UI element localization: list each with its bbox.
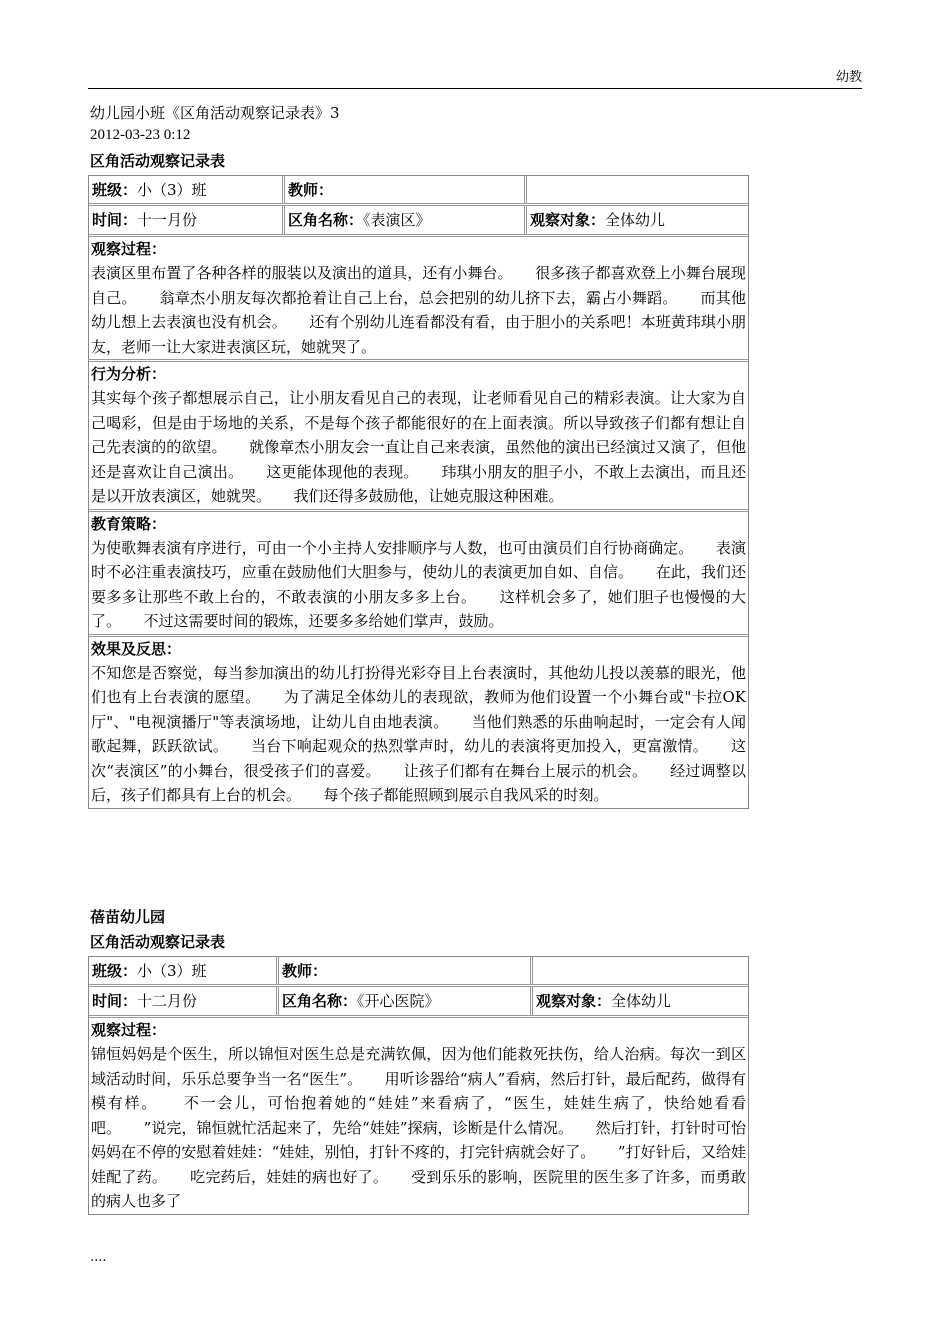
- record1-time-cell: [89, 206, 285, 234]
- strategy-label: 教育策略：: [91, 514, 167, 533]
- record2-row-class: [89, 957, 748, 987]
- target-label: 观察对象：: [536, 992, 612, 1010]
- record2-empty-cell: [533, 957, 748, 984]
- record1-teacher-cell: [285, 176, 527, 203]
- page-footer: ....: [90, 1250, 107, 1265]
- class-value: 小（3）班: [137, 962, 207, 980]
- analysis-label: 行为分析：: [91, 365, 167, 383]
- record2-class-cell: [89, 957, 279, 984]
- teacher-label: 教师：: [288, 181, 334, 199]
- class-label: 班级：: [92, 181, 138, 199]
- record2-area-cell: [279, 987, 533, 1015]
- document-date: 2012-03-23 0:12: [90, 127, 191, 143]
- record1-area-cell: [285, 206, 527, 234]
- record1-target-cell: [527, 206, 748, 234]
- observe-label: 观察过程：: [91, 1021, 167, 1039]
- page-header-text: 幼教: [835, 70, 862, 85]
- record1-table: [88, 175, 749, 809]
- class-label: 班级：: [92, 962, 138, 980]
- record2-target-cell: [533, 987, 748, 1015]
- record1-class-cell: [89, 176, 285, 203]
- observe-label: 观察过程：: [91, 240, 167, 258]
- record1-strategy-block: [89, 512, 748, 637]
- record2-time-cell: [89, 987, 279, 1015]
- document-title: 幼儿园小班《区角活动观察记录表》3: [90, 104, 340, 122]
- teacher-label: 教师：: [282, 962, 328, 980]
- record1-row-time: [89, 206, 748, 237]
- effect-text: 不知您是否察觉，每当参加演出的幼儿打扮得光彩夺目上台表演时，其他幼儿投以羡慕的眼光，他们也有上台表演的愿望。 为了满足全体幼儿的表现欲，教师为他们设置一个小舞台或"卡拉OK厅"、"电视演播厅"等表演场地，让幼儿自由地表演。 当他们熟悉的乐曲响起时，一定会有人闻歌起舞，跃跃欲试。 当台下响起观众的热烈掌声时，幼儿的表演将更加投入，更富激情。 这次“表演区”的小舞台，很受孩子们的喜爱。 让孩子们都有在舞台上展示的机会。 经过调整以后，孩子们都具有上台的机会。 每个孩子都能照顾到展示自我风采的时刻。: [91, 663, 746, 804]
- area-label: 区角名称：: [288, 211, 364, 229]
- analysis-text: 其实每个孩子都想展示自己，让小朋友看见自己的表现，让老师看见自己的精彩表演。让大家为自己喝彩，但是由于场地的关系，不是每个孩子都能很好的在上面表演。所以导致孩子们都有想让自己先表演的的欲望。 就像章杰小朋友会一直让自己来表演，虽然他的演出已经演过又演了，但他还是喜欢让自己演出。 这更能体现他的表现。 玮琪小朋友的胆子小，不敢上去演出，而且还是以开放表演区，她就哭。 我们还得多鼓励他，让她克服这种困难。: [91, 389, 746, 505]
- target-value: 全体幼儿: [605, 211, 666, 229]
- record1-analysis-block: [89, 362, 748, 512]
- record1-title: 区角活动观察记录表: [90, 152, 226, 170]
- record1-row-class: [89, 176, 748, 206]
- record2-row-time: [89, 987, 748, 1018]
- header-rule: [88, 88, 862, 89]
- strategy-text: 为使歌舞表演有序进行，可由一个小主持人安排顺序与人数，也可由演员们自行协商确定。 表演时不必注重表演技巧，应重在鼓励他们大胆参与，使幼儿的表演更加自如、自信。 在此，我们还要多多让那些不敢上台的，不敢表演的小朋友多多上台。 这样机会多了，她们胆子也慢慢的大了。 不过这需要时间的锻炼，还要多多给她们掌声，鼓励。: [91, 538, 746, 630]
- class-value: 小（3）班: [137, 181, 207, 199]
- area-value: 《开心医院》: [357, 992, 440, 1010]
- record2-teacher-cell: [279, 957, 533, 984]
- target-value: 全体幼儿: [611, 992, 672, 1010]
- record2-observe-block: [89, 1018, 748, 1214]
- record1-effect-block: [89, 637, 748, 808]
- area-label: 区角名称：: [282, 992, 358, 1010]
- observe-text: 表演区里布置了各种各样的服装以及演出的道具，还有小舞台。 很多孩子都喜欢登上小舞台展现自己。 翁章杰小朋友每次都抢着让自己上台，总会把别的幼儿挤下去，霸占小舞蹈。 而其他幼儿想上去表演也没有机会。 还有个别幼儿连看都没有看，由于胆小的关系吧！本班黄玮琪小朋友，老师一让大家进表演区玩，她就哭了。: [91, 264, 746, 356]
- kindergarten-name: 蓓苗幼儿园: [90, 908, 166, 926]
- record2-table: [88, 956, 749, 1215]
- observe-text: 锦恒妈妈是个医生，所以锦恒对医生总是充满钦佩，因为他们能救死扶伤，给人治病。每次一到区域活动时间，乐乐总要争当一名“医生”。 用听诊器给“病人”看病，然后打针，最后配药，做得有模有样。 不一会儿，可怡抱着她的“娃娃”来看病了，“医生，娃娃生病了，快给她看看吧。 ”说完，锦恒就忙活起来了，先给“娃娃”探病，诊断是什么情况。 然后打针，打针时可怡妈妈在不停的安慰着娃娃：“娃娃，别怕，打针不疼的，打完针病就会好了。 ”打好针后，又给娃娃配了药。 吃完药后，娃娃的病也好了。 受到乐乐的影响，医院里的医生多了许多，而勇敢的病人也多了: [91, 1045, 746, 1210]
- time-label: 时间：: [92, 211, 138, 229]
- record2-title: 区角活动观察记录表: [90, 933, 226, 951]
- area-value: 《表演区》: [363, 211, 431, 229]
- time-value: 十二月份: [137, 992, 198, 1010]
- effect-label: 效果及反思：: [91, 639, 182, 658]
- record1-observe-block: [89, 237, 748, 362]
- time-value: 十一月份: [137, 211, 198, 229]
- target-label: 观察对象：: [530, 211, 606, 229]
- record1-empty-cell: [527, 176, 748, 203]
- time-label: 时间：: [92, 992, 138, 1010]
